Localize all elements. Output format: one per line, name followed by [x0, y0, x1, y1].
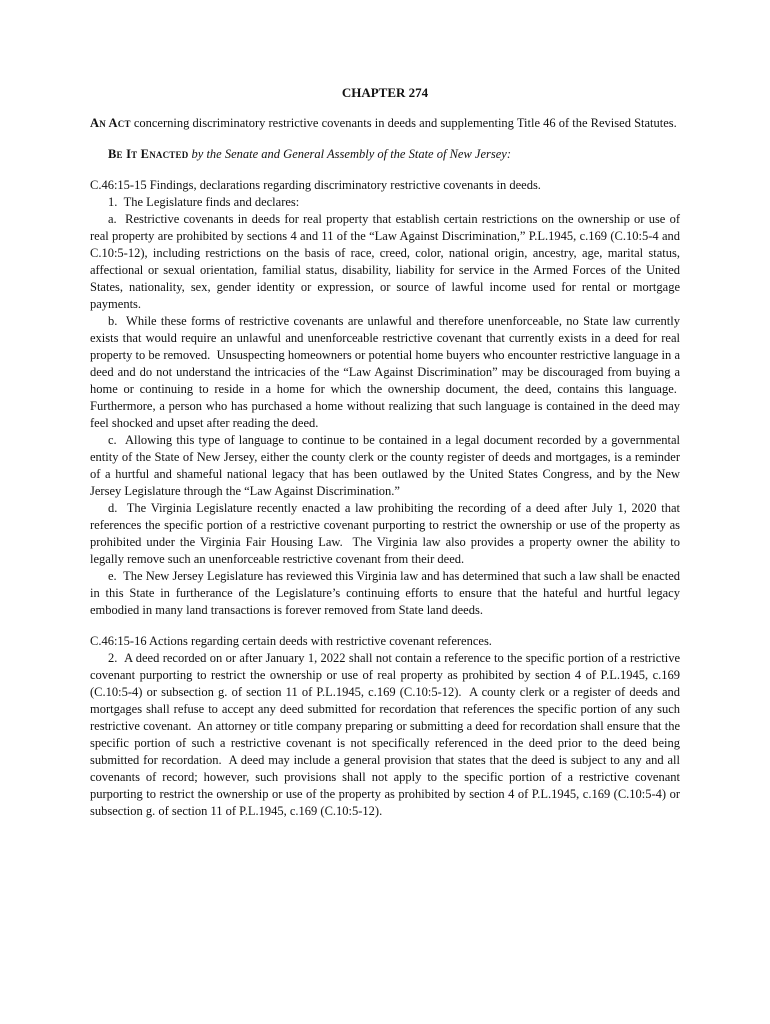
enacting-text: by the Senate and General Assembly of the State of New Jersey: [191, 147, 512, 161]
section-1 [90, 177, 680, 619]
section-paragraph: c. Allowing this type of language to continue to be contained in a legal document recorded by a governmental entity of the State of New Jersey, either the county clerk or the county register of deeds and mortgages, is a reminder of a hurtful and shameful national legacy that has been outlawed by the United States Congress, and by the New Jersey Legislature through the “Law Against Discrimination.” [90, 433, 680, 498]
act-label: An Act [90, 116, 131, 130]
section-paragraph: e. The New Jersey Legislature has reviewed this Virginia law and has determined that such a law shall be enacted in this State in furtherance of the Legislature’s continuing efforts to ensure that the hateful and hurtful legacy embodied in many land transactions is forever removed from State land deeds. [90, 569, 680, 617]
enacting-clause [90, 146, 680, 163]
section-paragraph: d. The Virginia Legislature recently enacted a law prohibiting the recording of a deed after July 1, 2020 that references the specific portion of a restrictive covenant purporting to restrict the ownership or use of the property as prohibited under the Virginia Fair Housing Law. The Virginia law also provides a property owner the ability to legally remove such an unenforceable restrictive covenant from their deed. [90, 501, 680, 566]
act-title [90, 115, 680, 132]
section-paragraph: a. Restrictive covenants in deeds for real property that establish certain restrictions on the ownership or use of real property are prohibited by sections 4 and 11 of the “Law Against Discrimination,” P.L.1945, c.169 (C.10:5-4 and C.10:5-12), including restrictions on the basis of race, creed, color, national origin, ancestry, age, marital status, affectional or sexual orientation, familial status, disability, liability for service in the Armed Forces of the United States, nationality, sex, gender identity or expression, or source of lawful income used for rental or mortgage payments. [90, 212, 680, 311]
section-paragraph: 2. A deed recorded on or after January 1, 2022 shall not contain a reference to the specific portion of a restrictive covenant purporting to restrict the ownership or use of real property as prohibited by section 4 of P.L.1945, c.169 (C.10:5-4) or subsection g. of section 11 of P.L.1945, c.169 (C.10:5-12). A county clerk or a register of deeds and mortgages shall refuse to accept any deed submitted for recordation that references the specific portion of any such restrictive covenant. An attorney or title company preparing or submitting a deed for recordation shall ensure that the specific portion of such a restrictive covenant is not specifically referenced in the deed prior to the deed being submitted for recordation. A deed may include a general provision that states that the deed is subject to any and all covenants of record; however, such provisions shall not apply to the specific portion of a restrictive covenant purporting to restrict the ownership or use of the property as prohibited by section 4 of P.L.1945, c.169 (C.10:5-4) or subsection g. of section 11 of P.L.1945, c.169 (C.10:5-12). [90, 651, 680, 818]
section-paragraph: b. While these forms of restrictive covenants are unlawful and therefore unenforceable, no State law currently exists that would require an unlawful and unenforceable restrictive covenant that currently exists in a deed for real property to be removed. Unsuspecting homeowners or potential home buyers who encounter restrictive language in a deed and do not understand the intricacies of the “Law Against Discrimination” may be discouraged from buying a home or continuing to reside in a home for which the ownership document, the deed, contains this language. Furthermore, a person who has purchased a home without realizing that such language is contained in the deed may feel shocked and upset after reading the deed. [90, 314, 680, 430]
section-title: C.46:15-16 Actions regarding certain deeds with restrictive covenant references. [90, 634, 492, 648]
chapter-heading: CHAPTER 274 [341, 85, 429, 100]
section-paragraph: 1. The Legislature finds and declares: [108, 195, 300, 209]
document-page [90, 84, 680, 820]
enacting-label: Be It Enacted [108, 147, 189, 161]
act-text: concerning discriminatory restrictive covenants in deeds and supplementing Title 46 of the Revised Statutes. [133, 116, 677, 130]
section-2 [90, 633, 680, 820]
section-title: C.46:15-15 Findings, declarations regarding discriminatory restrictive covenants in deeds. [90, 178, 541, 192]
